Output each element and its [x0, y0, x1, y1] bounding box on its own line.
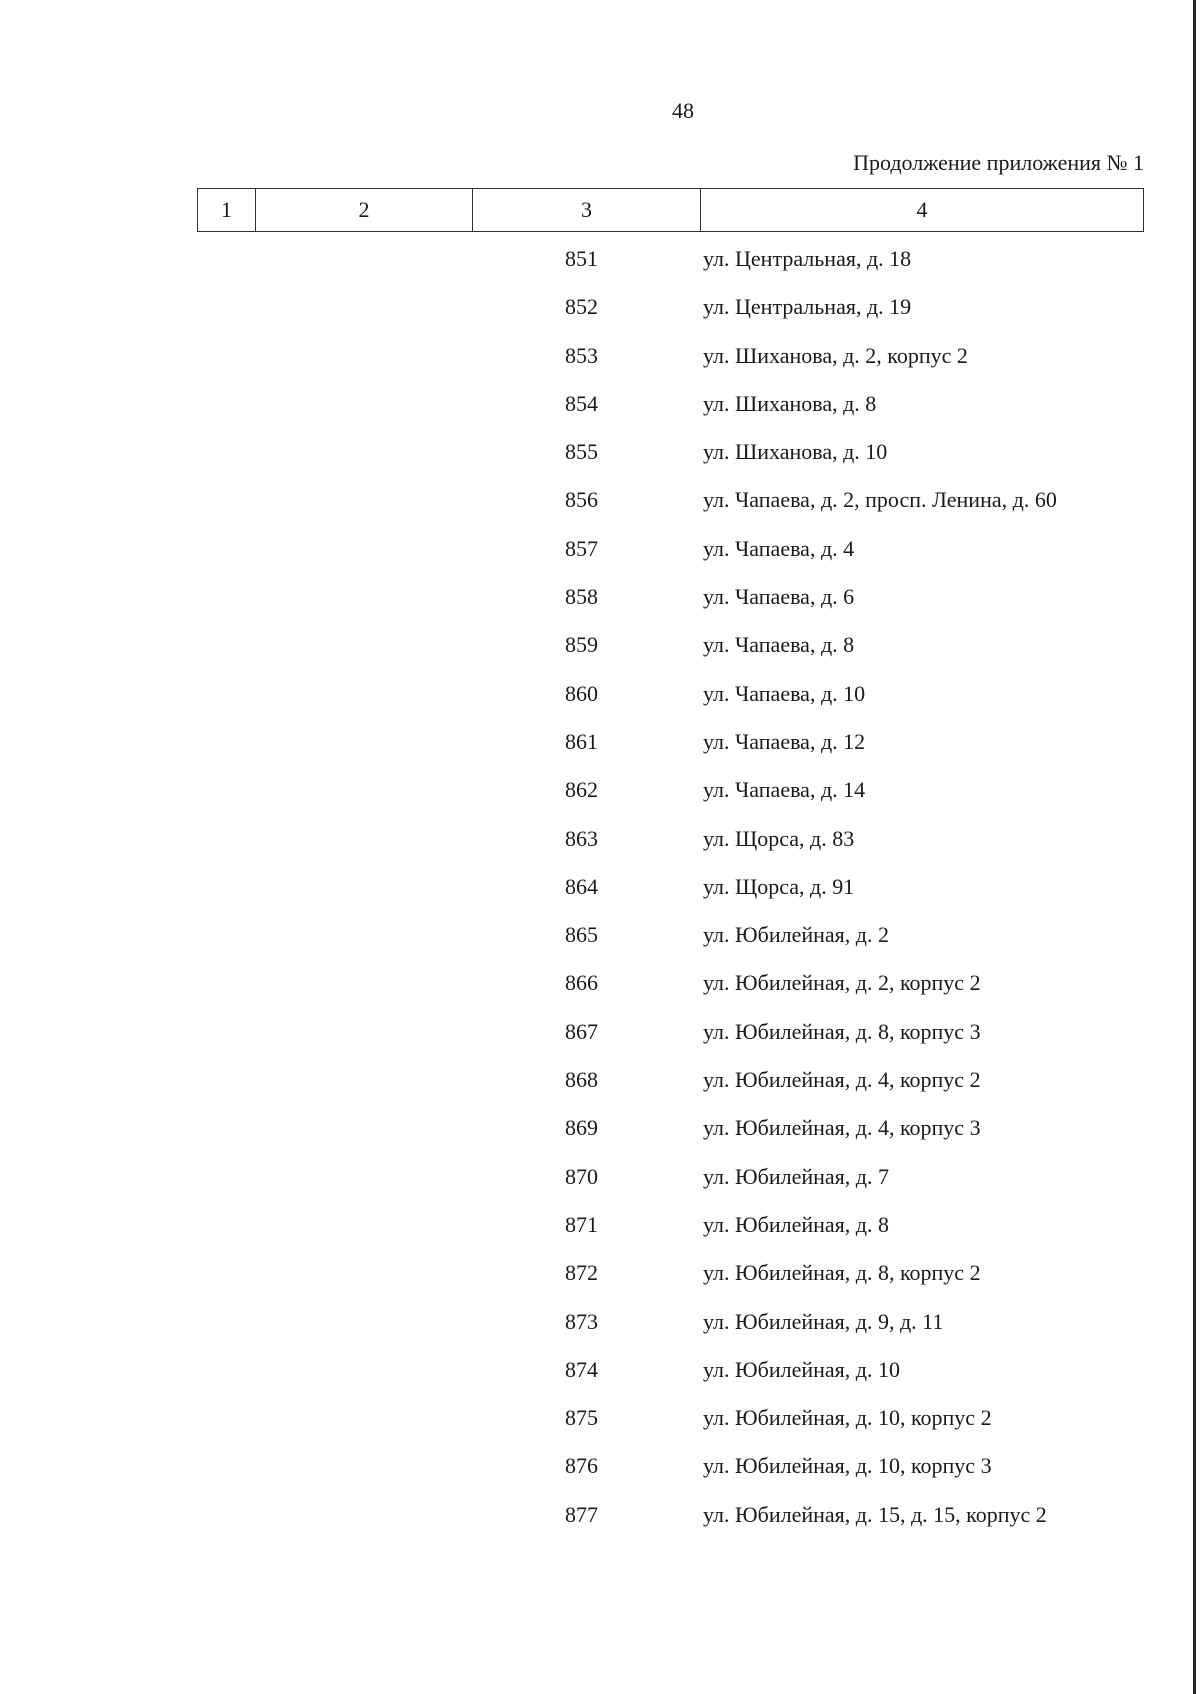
- row-number: 876: [565, 1453, 598, 1479]
- row-number: 861: [565, 728, 598, 754]
- row-address: ул. Центральная, д. 18: [703, 246, 912, 271]
- table-row: [0, 578, 1200, 626]
- row-address: ул. Юбилейная, д. 8, корпус 3: [703, 1018, 981, 1044]
- row-address: ул. Юбилейная, д. 10, корпус 2: [703, 1405, 992, 1431]
- row-number: 854: [565, 390, 598, 416]
- row-number: 869: [565, 1115, 598, 1141]
- page-number: 48: [672, 98, 694, 123]
- table-row: [0, 771, 1200, 819]
- row-address: ул. Шиханова, д. 2, корпус 2: [703, 342, 968, 368]
- row-address: ул. Чапаева, д. 12: [703, 728, 866, 754]
- row-address: ул. Чапаева, д. 2, просп. Ленина, д. 60: [703, 487, 1057, 513]
- table-row: [0, 1158, 1200, 1206]
- table-row: [0, 964, 1200, 1012]
- row-address: ул. Юбилейная, д. 2, корпус 2: [703, 970, 981, 996]
- row-number: 867: [565, 1018, 598, 1044]
- table-row: [0, 1013, 1200, 1061]
- row-address: ул. Центральная, д. 19: [703, 294, 912, 320]
- row-number: 865: [565, 922, 598, 948]
- table-row: [0, 1206, 1200, 1254]
- row-address: ул. Чапаева, д. 8: [703, 632, 855, 658]
- row-address: ул. Чапаева, д. 10: [703, 680, 866, 706]
- table-row: [0, 337, 1200, 385]
- row-number: 853: [565, 342, 598, 368]
- table-row: [0, 1109, 1200, 1157]
- row-number: 863: [565, 825, 598, 851]
- row-number: 864: [565, 873, 598, 899]
- table-row: [0, 1254, 1200, 1302]
- row-address: ул. Юбилейная, д. 10: [703, 1356, 900, 1382]
- row-number: 874: [565, 1356, 598, 1382]
- row-number: 875: [565, 1405, 598, 1431]
- row-number: 873: [565, 1308, 598, 1334]
- table-row: [0, 1447, 1200, 1495]
- table-row: [0, 433, 1200, 481]
- table-row: [0, 1061, 1200, 1109]
- row-number: 868: [565, 1067, 598, 1093]
- table-row: [0, 481, 1200, 529]
- row-address: ул. Юбилейная, д. 4, корпус 2: [703, 1067, 981, 1093]
- row-number: 855: [565, 439, 598, 465]
- row-address: ул. Чапаева, д. 4: [703, 535, 855, 561]
- row-number: 856: [565, 487, 598, 513]
- row-number: 858: [565, 584, 598, 610]
- header-cell-3: 3: [473, 189, 701, 231]
- row-number: 860: [565, 680, 598, 706]
- header-cell-1: 1: [198, 189, 256, 231]
- table-row: [0, 385, 1200, 433]
- page-edge-line: [1193, 0, 1196, 1694]
- row-address: ул. Юбилейная, д. 8: [703, 1211, 889, 1237]
- table-row: [0, 723, 1200, 771]
- row-number: 859: [565, 632, 598, 658]
- table-row: [0, 626, 1200, 674]
- row-address: ул. Шиханова, д. 8: [703, 390, 877, 416]
- row-number: 862: [565, 777, 598, 803]
- row-address: ул. Чапаева, д. 6: [703, 584, 855, 610]
- row-number: 857: [565, 535, 598, 561]
- table-body: [0, 240, 1200, 1544]
- table-row: [0, 1303, 1200, 1351]
- row-address: ул. Чапаева, д. 14: [703, 777, 866, 803]
- row-address: ул. Юбилейная, д. 2: [703, 922, 889, 948]
- row-number: 852: [565, 294, 598, 320]
- row-address: ул. Щорса, д. 83: [703, 825, 855, 851]
- row-address: ул. Шиханова, д. 10: [703, 439, 888, 465]
- table-row: [0, 530, 1200, 578]
- table-header: [197, 188, 1144, 232]
- row-number: 877: [565, 1501, 598, 1527]
- row-number: 866: [565, 970, 598, 996]
- row-address: ул. Юбилейная, д. 9, д. 11: [703, 1308, 944, 1334]
- row-address: ул. Юбилейная, д. 15, д. 15, корпус 2: [703, 1501, 1047, 1527]
- row-number: 871: [565, 1211, 598, 1237]
- row-number: 851: [565, 246, 598, 271]
- table-row: [0, 675, 1200, 723]
- header-cell-2: 2: [256, 189, 473, 231]
- row-address: ул. Юбилейная, д. 8, корпус 2: [703, 1260, 981, 1286]
- row-address: ул. Юбилейная, д. 4, корпус 3: [703, 1115, 981, 1141]
- header-cell-4: 4: [916, 197, 928, 222]
- row-address: ул. Юбилейная, д. 10, корпус 3: [703, 1453, 992, 1479]
- table-row: [0, 916, 1200, 964]
- table-row: [0, 1496, 1200, 1544]
- table-row: [0, 288, 1200, 336]
- table-row: [0, 820, 1200, 868]
- row-address: ул. Юбилейная, д. 7: [703, 1163, 889, 1189]
- table-row: [0, 1351, 1200, 1399]
- continuation-label: Продолжение приложения № 1: [853, 150, 1144, 175]
- table-row: [0, 240, 1200, 288]
- row-number: 870: [565, 1163, 598, 1189]
- table-row: [0, 868, 1200, 916]
- row-number: 872: [565, 1260, 598, 1286]
- table-row: [0, 1399, 1200, 1447]
- row-address: ул. Щорса, д. 91: [703, 873, 855, 899]
